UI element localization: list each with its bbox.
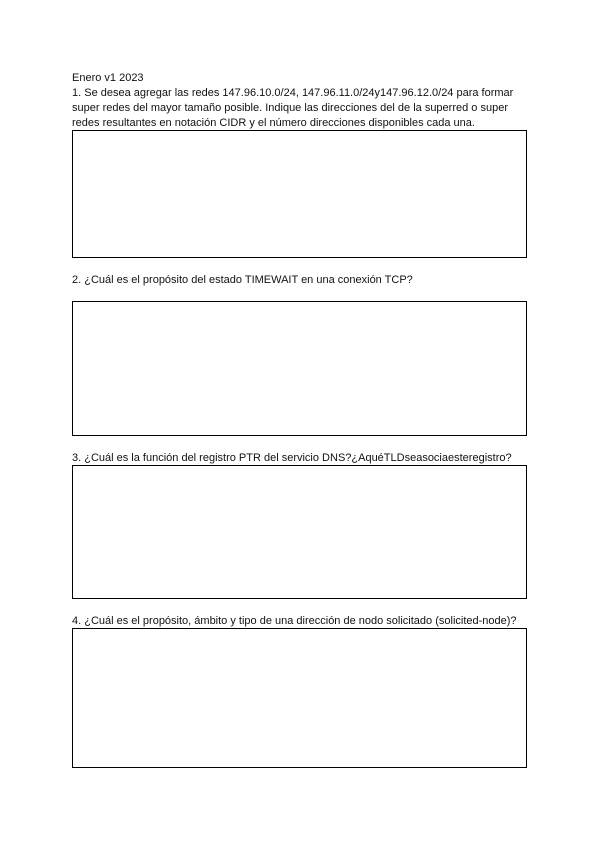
answer-box-3[interactable]	[72, 465, 527, 599]
question-1-line-1: 1. Se desea agregar las redes 147.96.10.0/24, 147.96.11.0/24y147.96.12.0/24 para formar	[72, 87, 514, 99]
question-1-line-3: redes resultantes en notación CIDR y el número direcciones disponibles cada una.	[72, 117, 475, 129]
answer-box-4[interactable]	[72, 628, 527, 768]
question-4-text: 4. ¿Cuál es el propósito, ámbito y tipo de una dirección de nodo solicitado (solicited-node)?	[72, 615, 517, 627]
question-2-text: 2. ¿Cuál es el propósito del estado TIMEWAIT en una conexión TCP?	[72, 274, 413, 286]
answer-box-2[interactable]	[72, 301, 527, 436]
exam-title: Enero v1 2023	[72, 72, 144, 84]
question-3-text: 3. ¿Cuál es la función del registro PTR del servicio DNS?¿AquéTLDseasociaesteregistro?	[72, 452, 512, 464]
question-1-line-2: super redes del mayor tamaño posible. Indique las direcciones del de la superred o super	[72, 102, 508, 114]
question-1-text	[72, 86, 532, 131]
answer-box-1[interactable]	[72, 130, 527, 258]
